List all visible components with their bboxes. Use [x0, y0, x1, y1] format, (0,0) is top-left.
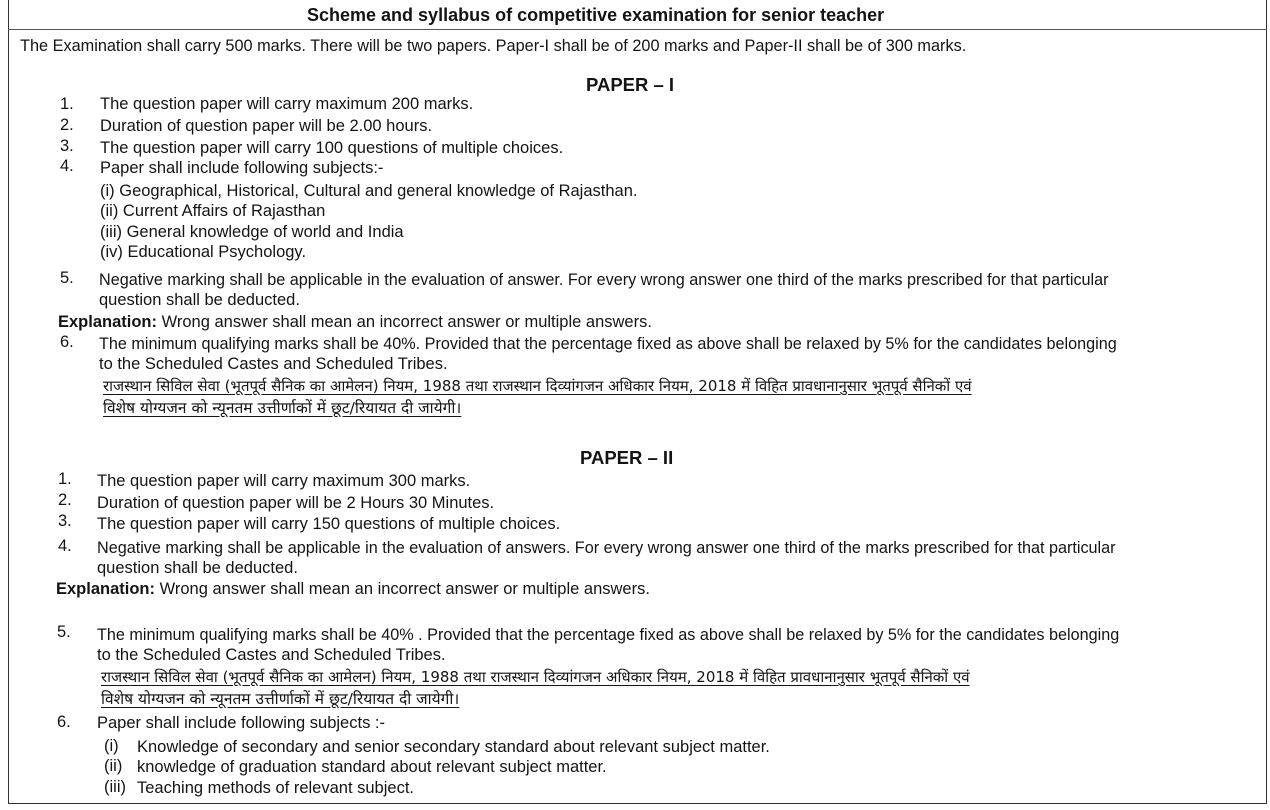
paper2-negative-marking-line1: Negative marking shall be applicable in the evaluation of answers. For every wrong answer one third of the marks prescribed for that particular: [97, 539, 1116, 557]
paper2-subject-text: Knowledge of secondary and senior secondary standard about relevant subject matter.: [137, 738, 770, 756]
paper1-heading: PAPER – I: [586, 74, 675, 95]
paper2-qualifying-line1: The minimum qualifying marks shall be 40% . Provided that the percentage fixed as above shall be relaxed by 5% for the candidates belonging: [97, 626, 1120, 644]
paper1-item-number: 2.: [60, 116, 74, 134]
paper2-item-text: Paper shall include following subjects :-: [97, 714, 385, 732]
paper2-heading: PAPER – II: [580, 447, 674, 468]
paper2-item-number: 6.: [57, 713, 71, 731]
paper2-explanation: [56, 580, 650, 599]
document-title: Scheme and syllabus of competitive examination for senior teacher: [307, 5, 885, 25]
paper2-item-number: 5.: [57, 623, 71, 641]
paper1-hindi-note-line1: राजस्थान सिविल सेवा (भूतपूर्व सैनिक का आमेलन) नियम, 1988 तथा राजस्थान दिव्यांगजन अधिकार नियम, 2018 में विहित प्रावधानानुसार भूतपूर्व सैनिकों एवं: [103, 377, 972, 395]
title-rule: [8, 29, 1267, 30]
paper2-item-text: The question paper will carry maximum 300 marks.: [97, 472, 471, 490]
paper2-item-number: 3.: [58, 512, 72, 530]
paper1-item-text: Duration of question paper will be 2.00 hours.: [100, 117, 433, 135]
explanation-label: Explanation:: [58, 313, 158, 331]
paper1-subject: (ii) Current Affairs of Rajasthan: [100, 202, 326, 220]
paper2-item-number: 4.: [58, 537, 72, 555]
paper2-qualifying-line2: to the Scheduled Castes and Scheduled Tribes.: [97, 646, 446, 664]
paper1-item-number: 5.: [60, 269, 74, 287]
paper1-item-number: 3.: [60, 137, 74, 155]
explanation-text: Wrong answer shall mean an incorrect answer or multiple answers.: [161, 313, 652, 331]
paper2-hindi-note-line1: राजस्थान सिविल सेवा (भूतपूर्व सैनिक का आमेलन) नियम, 1988 तथा राजस्थान दिव्यांगजन अधिकार नियम, 2018 में विहित प्रावधानानुसार भूतपूर्व सैनिकों एवं: [101, 668, 970, 686]
paper2-subject-number: (i): [104, 737, 119, 755]
paper1-subject: (iii) General knowledge of world and India: [100, 223, 404, 241]
paper1-explanation: [58, 313, 652, 332]
paper1-item-number: 6.: [60, 333, 74, 351]
paper2-subject-text: Teaching methods of relevant subject.: [137, 779, 414, 797]
paper1-subject: (iv) Educational Psychology.: [100, 243, 307, 261]
paper1-subject: (i) Geographical, Historical, Cultural and general knowledge of Rajasthan.: [100, 182, 638, 200]
paper1-qualifying-line2: to the Scheduled Castes and Scheduled Tribes.: [99, 355, 448, 373]
paper2-item-text: The question paper will carry 150 questions of multiple choices.: [97, 515, 561, 533]
paper2-subject-text: knowledge of graduation standard about relevant subject matter.: [137, 758, 607, 776]
intro-paragraph: The Examination shall carry 500 marks. There will be two papers. Paper-I shall be of 200 marks and Paper-II shall be of 300 marks.: [20, 37, 967, 55]
paper1-negative-marking-line2: question shall be deducted.: [99, 291, 300, 309]
explanation-text: Wrong answer shall mean an incorrect answer or multiple answers.: [159, 580, 650, 598]
paper2-item-text: Duration of question paper will be 2 Hours 30 Minutes.: [97, 494, 495, 512]
paper2-item-number: 1.: [58, 470, 72, 488]
paper1-hindi-note-line2: विशेष योग्यजन को न्यूनतम उत्तीर्णाकों में छूट/रियायत दी जायेगी।: [103, 399, 462, 417]
paper1-item-text: The question paper will carry maximum 200 marks.: [100, 95, 474, 113]
paper2-hindi-note-line2: विशेष योग्यजन को न्यूनतम उत्तीर्णाकों में छूट/रियायत दी जायेगी।: [101, 690, 460, 708]
paper2-item-number: 2.: [58, 491, 72, 509]
paper2-subject-number: (ii): [104, 757, 123, 775]
paper1-item-text: The question paper will carry 100 questions of multiple choices.: [100, 139, 564, 157]
paper2-subject-number: (iii): [104, 778, 126, 796]
paper1-negative-marking-line1: Negative marking shall be applicable in the evaluation of answer. For every wrong answer one third of the marks prescribed for that particular: [99, 271, 1109, 289]
paper1-item-number: 1.: [60, 95, 74, 113]
paper1-item-text: Paper shall include following subjects:-: [100, 159, 384, 177]
explanation-label: Explanation:: [56, 580, 156, 598]
paper2-negative-marking-line2: question shall be deducted.: [97, 559, 298, 577]
paper1-qualifying-line1: The minimum qualifying marks shall be 40%. Provided that the percentage fixed as above shall be relaxed by 5% for the candidates belonging: [99, 335, 1117, 353]
paper1-item-number: 4.: [60, 157, 74, 175]
